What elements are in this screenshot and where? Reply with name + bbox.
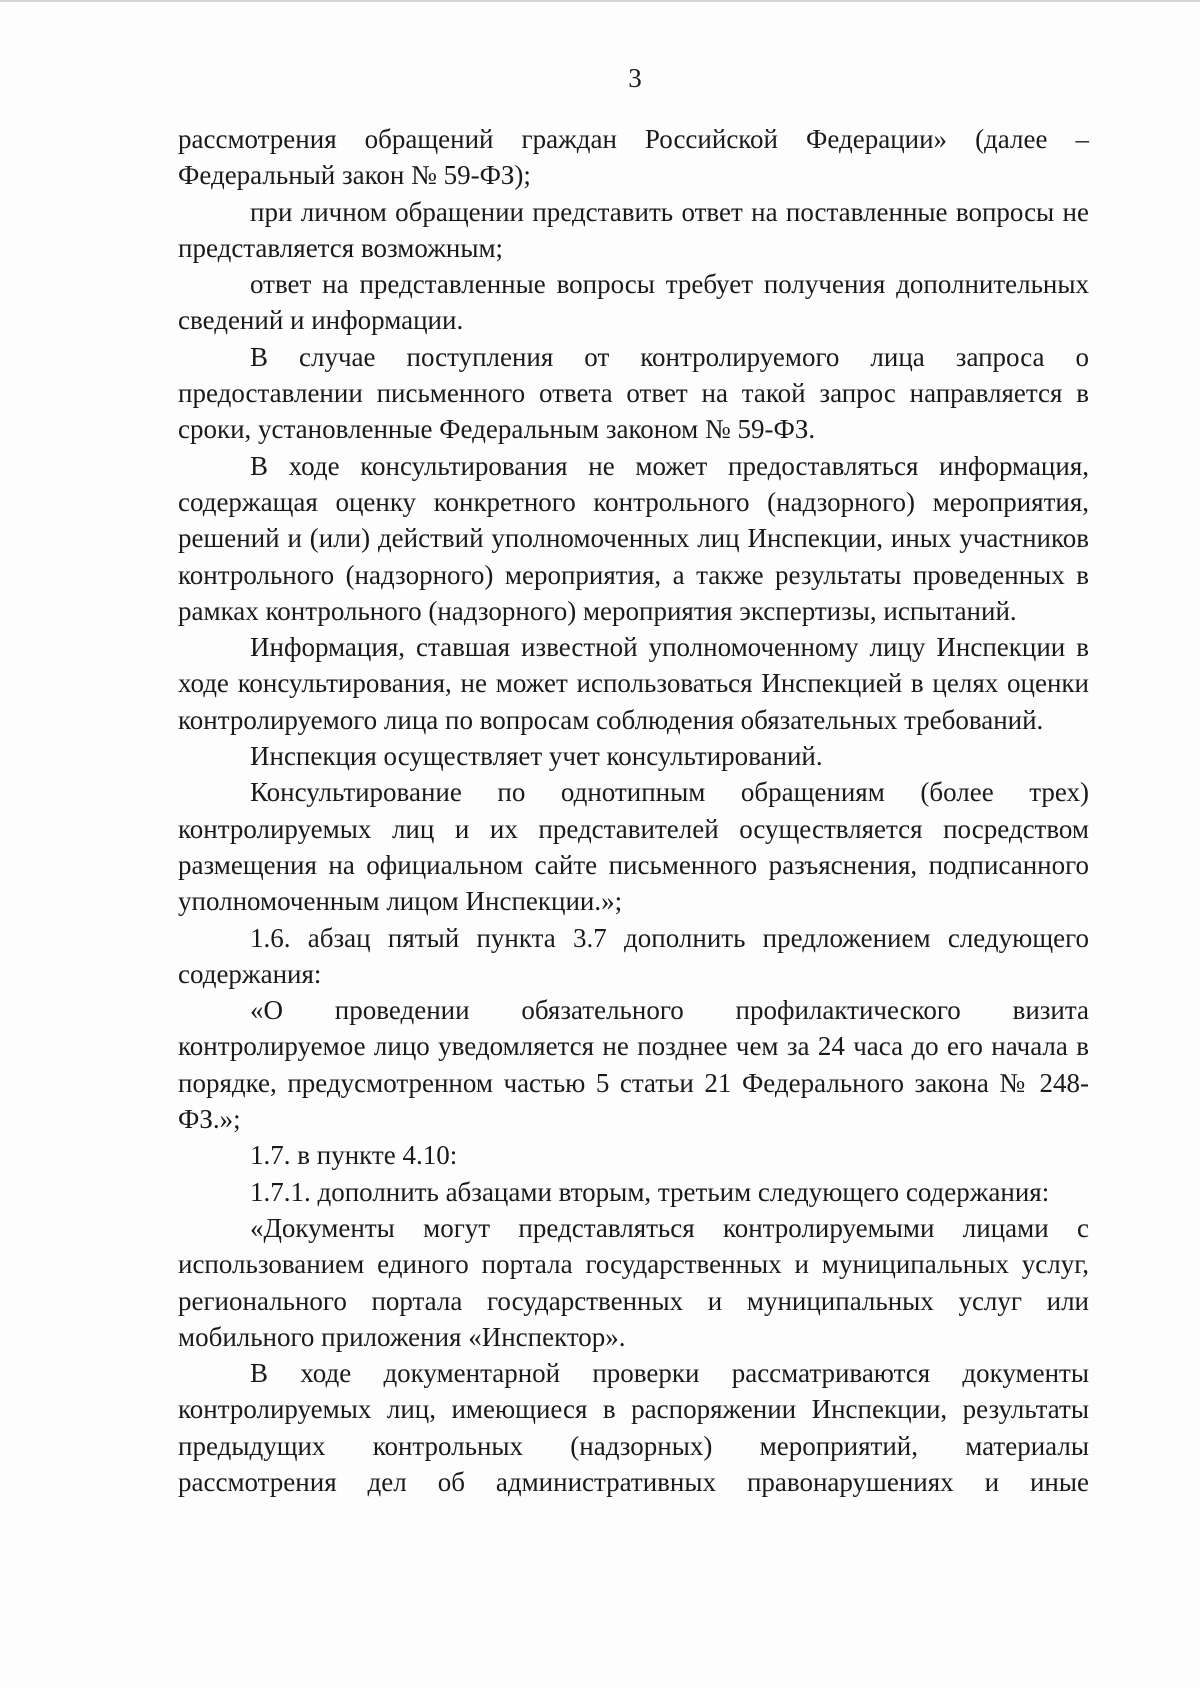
paragraph-item-1-6: 1.6. абзац пятый пункта 3.7 дополнить предложением следующего содержания: (178, 922, 1089, 989)
paragraph-similar-appeals: Консультирование по однотипным обращениям (более трех) контролируемых лиц и их представителей осуществляется посредством размещения на официальном сайте письменного разъяснения, подписанного уполномоченным лицом Инспекции.»; (178, 777, 1089, 917)
paragraph-consultation-records: Инспекция осуществляет учет консультирований. (250, 741, 823, 772)
document-body (178, 121, 1089, 1500)
page-number: 3 (628, 63, 642, 93)
paragraph-documentary-check: В ходе документарной проверки рассматриваются документы контролируемых лиц, имеющиеся в распоряжении Инспекции, результаты предыдущих контрольных (надзорных) мероприятий, материалы рассмотрения дел об административных правонарушениях и иные (178, 1358, 1089, 1497)
page-top-edge (0, 0, 1200, 2)
paragraph-documents-portal: «Документы могут представляться контролируемыми лицами с использованием единого портала государственных и муниципальных услуг, регионального портала государственных и муниципальных услуг или мобильного приложения «Инспектор». (178, 1212, 1089, 1352)
paragraph-consultation-limits: В ходе консультирования не может предоставляться информация, содержащая оценку конкретного контрольного (надзорного) мероприятия, решений и (или) действий уполномоченных лиц Инспекции, иных участников контрольного (надзорного) мероприятия, а также результаты проведенных в рамках контрольного (надзорного) мероприятия экспертизы, испытаний. (178, 450, 1089, 626)
paragraph-information-use: Информация, ставшая известной уполномоченному лицу Инспекции в ходе консультирования, не может использоваться Инспекцией в целях оценки контролируемого лица по вопросам соблюдения обязательных требований. (178, 632, 1089, 735)
paragraph-item-1-7: 1.7. в пункте 4.10: (250, 1140, 458, 1171)
paragraph-item-1-7-1: 1.7.1. дополнить абзацами вторым, третьим следующего содержания: (250, 1176, 1050, 1207)
paragraph-mandatory-visit: «О проведении обязательного профилактического визита контролируемое лицо уведомляется не позднее чем за 24 часа до его начала в порядке, предусмотренном частью 5 статьи 21 Федерального закона № 248-ФЗ.»; (178, 995, 1089, 1135)
paragraph-written-response: В случае поступления от контролируемого лица запроса о предоставлении письменного ответа ответ на такой запрос направляется в сроки, установленные Федеральным законом № 59-ФЗ. (178, 341, 1089, 445)
paragraph-additional-info: ответ на представленные вопросы требует получения дополнительных сведений и информации. (178, 269, 1089, 336)
paragraph-continuation: рассмотрения обращений граждан Российской Федерации» (далее – Федеральный закон № 59-ФЗ); (178, 124, 1089, 191)
paragraph-personal-appeal: при личном обращении представить ответ на поставленные вопросы не представляется возможным; (178, 196, 1089, 263)
